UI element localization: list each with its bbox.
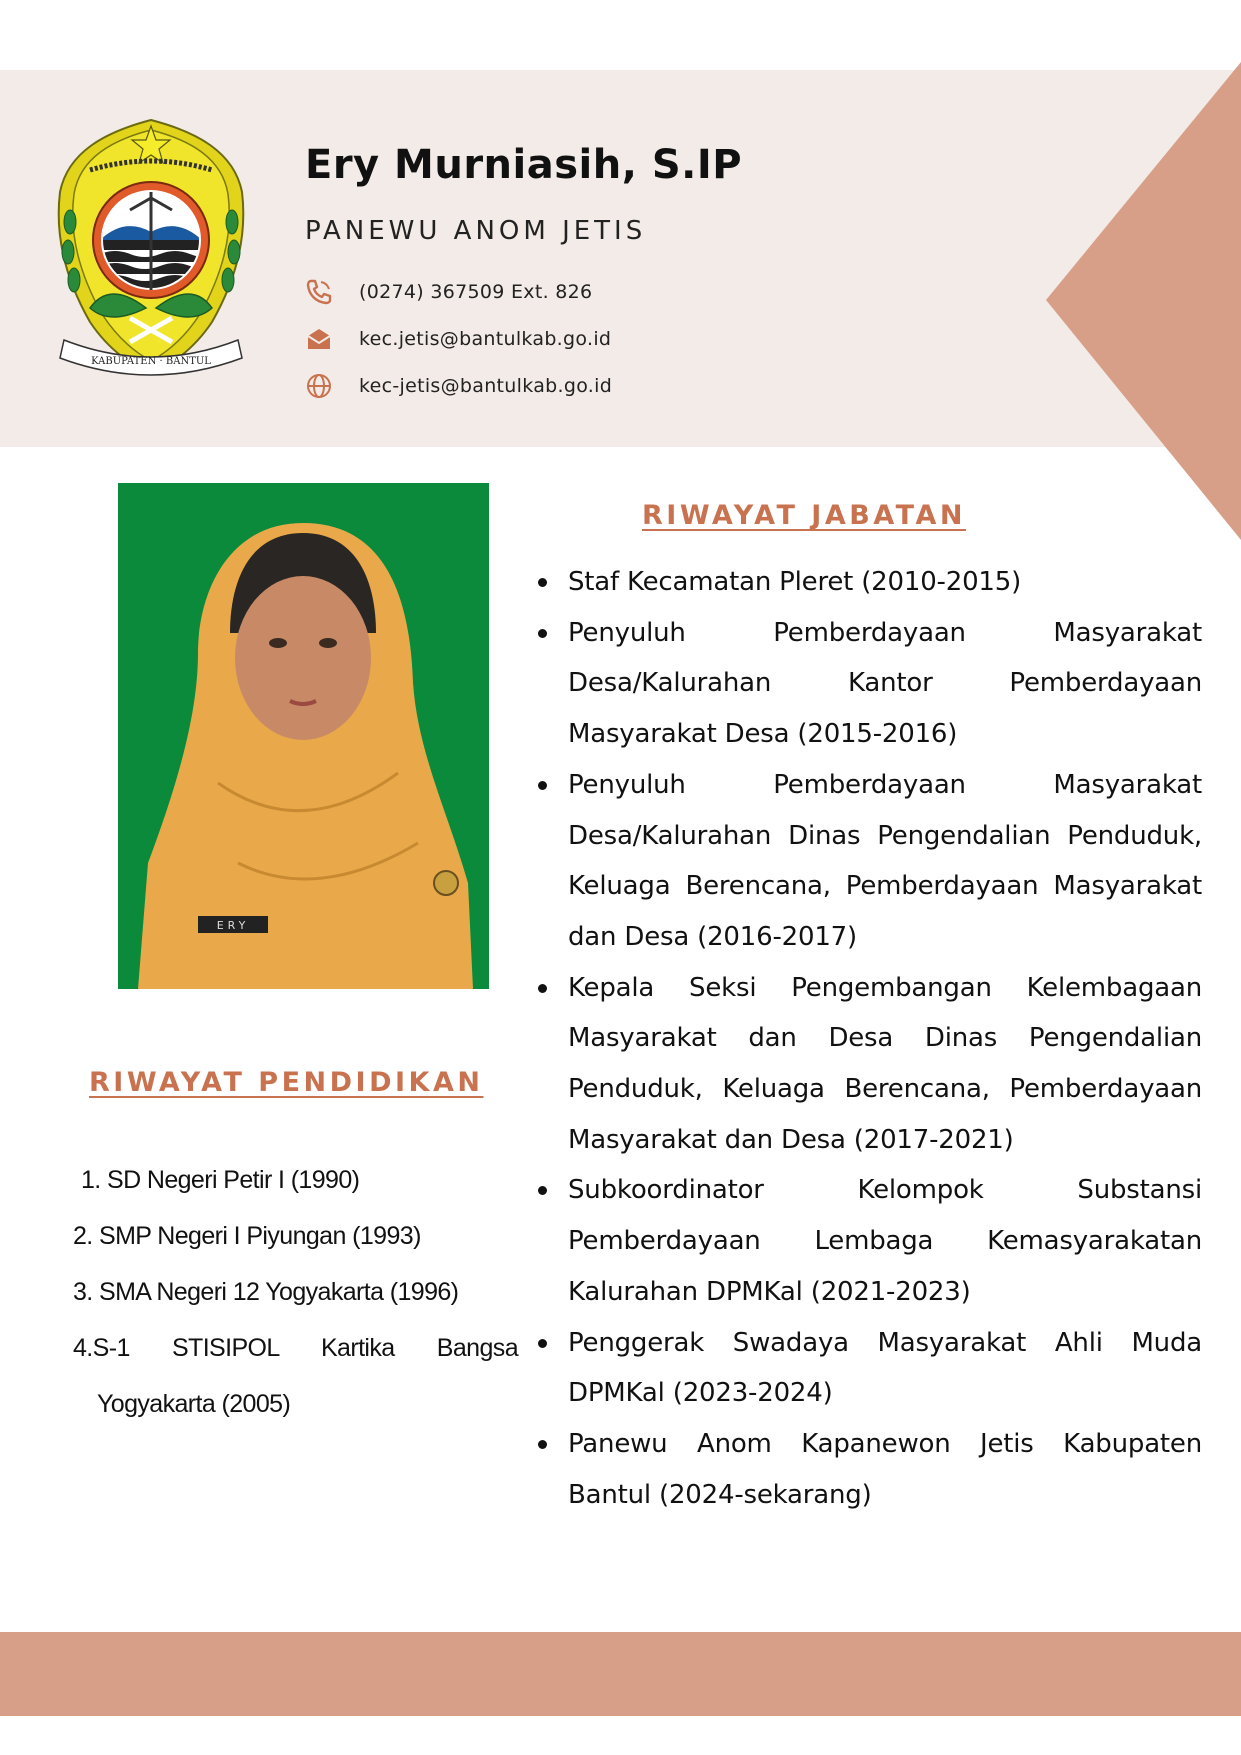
person-position: PANEWU ANOM JETIS <box>305 216 647 246</box>
mail-icon <box>305 325 333 353</box>
pendidikan-item: 3. SMA Negeri 12 Yogyakarta (1996) <box>73 1278 459 1306</box>
pendidikan-item: 1. SD Negeri Petir I (1990) <box>81 1166 360 1194</box>
jabatan-item: Subkoordinator Kelompok Substansi Pemberdayaan Lembaga Kemasyarakatan Kalurahan DPMKal (2021-2023) <box>532 1165 1202 1317</box>
phone-icon <box>305 278 333 306</box>
jabatan-item: Panewu Anom Kapanewon Jetis Kabupaten Bantul (2024-sekarang) <box>532 1419 1202 1520</box>
jabatan-item: Penggerak Swadaya Masyarakat Ahli Muda DPMKal (2023-2024) <box>532 1318 1202 1419</box>
pendidikan-item: 2. SMP Negeri I Piyungan (1993) <box>73 1222 421 1250</box>
kabupaten-bantul-emblem <box>50 112 252 380</box>
contact-email <box>305 323 611 355</box>
contact-website <box>305 370 612 402</box>
riwayat-jabatan-list <box>532 557 1202 1520</box>
profile-photo <box>118 483 489 989</box>
person-name: Ery Murniasih, S.IP <box>305 142 743 188</box>
jabatan-item: Kepala Seksi Pengembangan Kelembagaan Masyarakat dan Desa Dinas Pengendalian Penduduk, Keluaga Berencana, Pemberdayaan Masyarakat dan Desa (2017-2021) <box>532 963 1202 1166</box>
globe-icon <box>305 372 333 400</box>
contact-phone-text: (0274) 367509 Ext. 826 <box>359 281 593 303</box>
contact-phone <box>305 276 592 308</box>
riwayat-pendidikan-list <box>73 1152 518 1432</box>
jabatan-item: Penyuluh Pemberdayaan Masyarakat Desa/Kalurahan Dinas Pengendalian Penduduk, Keluaga Berencana, Pemberdayaan Masyarakat dan Desa (2016-2017) <box>532 760 1202 963</box>
contact-email-text[interactable]: kec.jetis@bantulkab.go.id <box>359 328 612 350</box>
photo-name-badge: ERY <box>216 919 250 932</box>
svg-text:KABUPATEN · BANTUL: KABUPATEN · BANTUL <box>91 356 211 367</box>
jabatan-item: Penyuluh Pemberdayaan Masyarakat Desa/Kalurahan Kantor Pemberdayaan Masyarakat Desa (2015-2016) <box>532 608 1202 760</box>
riwayat-pendidikan-title: RIWAYAT PENDIDIKAN <box>89 1067 484 1098</box>
jabatan-item: Staf Kecamatan Pleret (2010-2015) <box>532 557 1202 608</box>
contact-website-text[interactable]: kec-jetis@bantulkab.go.id <box>359 375 613 397</box>
pendidikan-item: 4.S-1 STISIPOL Kartika Bangsa Yogyakarta (2005) <box>73 1334 518 1418</box>
riwayat-jabatan-title: RIWAYAT JABATAN <box>642 500 966 531</box>
footer-band <box>0 1632 1241 1716</box>
